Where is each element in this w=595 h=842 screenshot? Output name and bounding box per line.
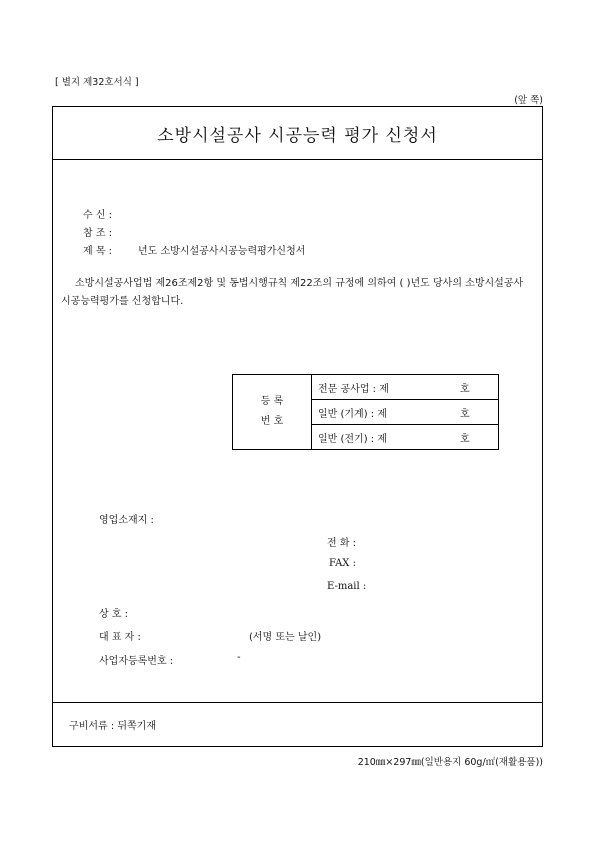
registration-label: 등 록 번 호 (233, 375, 312, 450)
attachments-note: 구비서류 : 뒤쪽기재 (69, 721, 157, 732)
email-label: E-mail : (327, 581, 367, 592)
form-title: 소방시설공사 시공능력 평가 신청서 (157, 125, 438, 146)
company-name-label: 상 호 : (99, 609, 129, 620)
form-number: [ 별지 제32호서식 ] (55, 77, 139, 88)
paper-spec: 210㎜×297㎜(일반용지 60g/㎡(재활용품)) (357, 757, 543, 768)
page-side-label: (앞 쪽) (514, 95, 543, 106)
title-row (53, 107, 542, 160)
phone-label: 전 화 : (327, 538, 357, 549)
registration-table (232, 374, 499, 450)
fax-label: FAX : (329, 558, 356, 569)
recipient-to: 수 신 : (83, 210, 113, 221)
business-address-label: 영업소재지 : (99, 515, 154, 526)
business-registration-dash: - (237, 652, 241, 663)
ceo-label: 대 표 자 : (99, 632, 141, 643)
subject-label: 제 목 : (83, 246, 113, 257)
registration-row: 전문 공사업 : 제 호 (312, 375, 499, 400)
registration-row: 일반 (기계) : 제 호 (312, 400, 499, 425)
form-frame (52, 106, 543, 747)
subject-value: 년도 소방시설공사시공능력평가신청서 (138, 246, 306, 257)
business-registration-label: 사업자등록번호 : (99, 656, 174, 667)
signature-note: (서명 또는 날인) (249, 632, 322, 643)
attachments-row (53, 702, 542, 746)
application-statement: 소방시설공사업법 제26조제2항 및 동법시행규칙 제22조의 규정에 의하여 ( )년도 당사의 소방시설공사 시공능력평가를 신청합니다. (61, 278, 524, 307)
registration-row: 일반 (전기) : 제 호 (312, 425, 499, 450)
recipient-ref: 참 조 : (83, 228, 113, 239)
